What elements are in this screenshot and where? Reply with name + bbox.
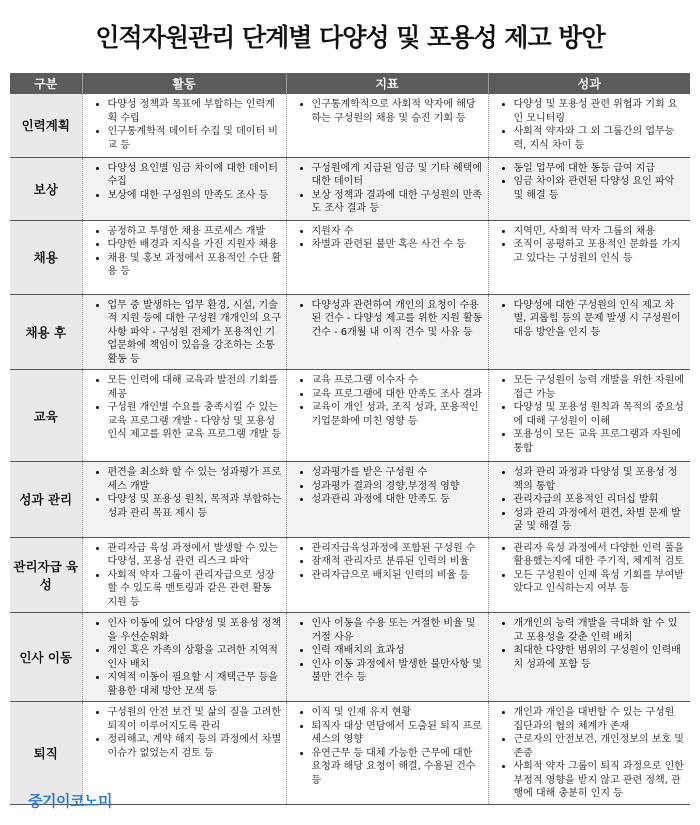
header-activities: 활동 [82,73,286,94]
list-item: • 교육 프로그램 이수자 수 [312,374,485,388]
outcomes-list [492,617,688,671]
list-item: • 퇴직자 대상 면담에서 도출된 퇴직 프로세스의 영향 [312,720,485,747]
table-row [10,294,690,370]
list-item: • 성과평가 결과의 경향,부정적 영향 [312,480,485,494]
list-item: • 인력 재배치의 효과성 [312,644,485,658]
table-row [10,537,690,613]
publisher-logo: 중기이코노미 [28,792,112,810]
list-item: • 구성원 개인별 수요를 충족시킬 수 있는 교육 프로그램 개발 - 다양성 및 포용성 인식 제고를 위한 교육 프로그램 개발 등 [108,401,283,442]
list-item: • 사회적 약자와 그 외 그룹간의 업무능력, 지식 차이 등 [514,125,688,152]
list-item: • 근로자의 안전보건, 개인정보의 보호 및 존중 [514,733,688,760]
table-header-row [10,73,690,94]
list-item: • 관리자급 육성 과정에서 발생할 수 있는 다양성, 포용성 관련 리스크 파악 [108,542,283,569]
cell-outcomes [488,613,690,702]
cell-outcomes [488,157,690,220]
list-item: • 조직이 공평하고 포용적인 문화를 가지고 있다는 구성원의 인식 등 [514,238,688,265]
list-item: • 성과 관리 과정에서 편견, 차별 문제 발굴 및 해결 등 [514,507,688,534]
list-item: • 보상에 대한 구성원의 만족도 조사 등 [108,189,283,203]
list-item: • 구성원의 안전 보건 및 삶의 질을 고려한 퇴직이 이루어지도록 관리 [108,706,283,733]
activities-list [86,374,283,442]
list-item: • 관리자급으로 배치된 인력의 비율 등 [312,569,485,583]
list-item: • 구성원에게 지급된 임금 및 기타 혜택에 대한 데이터 [312,162,485,189]
list-item: • 지역적 이동이 필요할 시 재택근무 등을 활용한 대체 방안 모색 등 [108,671,283,698]
table-row [10,462,690,538]
activities-list [86,98,283,152]
indicators-list [290,466,485,507]
list-item: • 모든 인력에 대해 교육과 발전의 기회를 제공 [108,374,283,401]
indicators-list [290,299,485,340]
table-row [10,220,690,294]
table-body [10,94,690,804]
outcomes-list [492,542,688,596]
activities-list [86,706,283,760]
cell-indicators [286,94,488,157]
indicators-list [290,98,485,125]
row-category: 보상 [10,157,82,220]
cell-indicators [286,537,488,613]
row-category: 성과 관리 [10,462,82,538]
outcomes-list [492,299,688,340]
row-category: 인사 이동 [10,613,82,702]
list-item: • 다양성 및 포용성 원칙과 목적의 중요성에 대해 구성원이 이해 [514,401,688,428]
list-item: • 성과평가를 받은 구성원 수 [312,466,485,480]
list-item: • 성과 관리 과정과 다양성 및 포용성 정책의 통합 [514,466,688,493]
list-item: • 인사 이동에 있어 다양성 및 포용성 정책을 우선순위화 [108,617,283,644]
list-item: • 개인과 개인을 대변할 수 있는 구성원 집단과의 협의 체계가 존재 [514,706,688,733]
list-item: • 관리자급육성과정에 포함된 구성원 수 [312,542,485,556]
table-row [10,613,690,702]
cell-outcomes [488,370,690,462]
list-item: • 다양한 배경과 지식을 가진 지원자 채용 [108,238,283,252]
indicators-list [290,162,485,216]
indicators-list [290,617,485,685]
row-category: 관리자급 육성 [10,537,82,613]
list-item: • 인구통계학적으로 사회적 약자에 해당하는 구성원의 채용 및 승진 기회 등 [312,98,485,125]
page-title: 인적자원관리 단계별 다양성 및 포용성 제고 방안 [95,23,605,52]
hr-table [10,73,690,805]
list-item: • 모든 구성원이 인재 육성 기회를 부여받았다고 인식하는지 여부 등 [514,569,688,596]
table-row [10,157,690,220]
list-item: • 다양성 및 포용성 관련 위협과 기회 요인 모니터링 [514,98,688,125]
cell-outcomes [488,537,690,613]
outcomes-list [492,466,688,534]
list-item: • 개개인의 능력 개발을 극대화 할 수 있고 포용성을 갖춘 인력 배치 [514,617,688,644]
list-item: • 사회적 약자 그룹이 퇴직 과정으로 인한 부정적 영향을 받지 않고 관련 정책, 관행에 대해 충분히 인지 등 [514,760,688,801]
list-item: • 교육 프로그램에 대한 만족도 조사 결과 [312,388,485,402]
row-category: 교육 [10,370,82,462]
indicators-list [290,706,485,787]
cell-outcomes [488,220,690,294]
cell-outcomes [488,462,690,538]
list-item: • 모든 구성원이 능력 개발을 위한 자원에 접근 가능 [514,374,688,401]
list-item: • 개인 혹은 가족의 상황을 고려한 지역적 인사 배치 [108,644,283,671]
list-item: • 임금 차이와 관련된 다양성 요인 파악 및 해결 등 [514,175,688,202]
list-item: • 편견을 최소화 할 수 있는 성과평가 프로세스 개발 [108,466,283,493]
row-category: 퇴직 [10,702,82,805]
cell-indicators [286,220,488,294]
cell-activities [82,294,286,370]
activities-list [86,542,283,610]
list-item: • 다양성 요인별 임금 차이에 대한 데이터 수집 [108,162,283,189]
list-item: • 인사 이동을 수용 또는 거절한 비율 및 거절 사유 [312,617,485,644]
list-item: • 유연근무 등 대체 가능한 근무에 대한 요청과 해당 요청이 해결, 수용된 건수 등 [312,747,485,788]
table-row [10,94,690,157]
list-item: • 정리해고, 계약 해지 등의 과정에서 차별 이슈가 없었는지 검토 등 [108,733,283,760]
list-item: • 이직 및 인재 유지 현황 [312,706,485,720]
list-item: • 다양성과 관련하여 개인의 요청이 수용된 건수 - 다양성 제고를 위한 지원 활동 건수 - 6개월 내 이직 건수 및 사유 등 [312,299,485,340]
list-item: • 성과관리 과정에 대한 만족도 등 [312,493,485,507]
activities-list [86,162,283,203]
cell-activities [82,462,286,538]
table-row [10,370,690,462]
cell-activities [82,157,286,220]
indicators-list [290,225,485,252]
outcomes-list [492,374,688,455]
list-item: • 인구통계학적 데이터 수집 및 데이터 비교 등 [108,125,283,152]
row-category: 인력계획 [10,94,82,157]
list-item: • 지원자 수 [312,225,485,239]
cell-indicators [286,613,488,702]
row-category: 채용 [10,220,82,294]
indicators-list [290,542,485,583]
outcomes-list [492,98,688,152]
list-item: • 잠재적 관리자로 분류된 인력의 비율 [312,555,485,569]
list-item: • 업무 중 발생하는 업무 환경, 시설, 기술적 지원 등에 대한 구성원 개개인의 요구사항 파악 - 구성원 전체가 포용적인 기업문화에 책임이 있음을 강조하는 소통 활동 등 [108,299,283,367]
list-item: • 다양성에 대한 구성원의 인식 제고 차별, 괴롭힘 등의 문제 발생 시 구성원이 대응 방안을 인지 등 [514,299,688,340]
cell-activities [82,613,286,702]
activities-list [86,466,283,520]
cell-indicators [286,370,488,462]
header-category: 구분 [10,73,82,94]
cell-outcomes [488,94,690,157]
list-item: • 다양성 정책과 목표에 부합하는 인력계획 수립 [108,98,283,125]
cell-outcomes [488,294,690,370]
cell-activities [82,702,286,805]
list-item: • 최대한 다양한 범위의 구성원이 인력배치 성과에 포함 등 [514,644,688,671]
list-item: • 채용 및 홍보 과정에서 포용적인 수단 활용 등 [108,252,283,279]
cell-activities [82,370,286,462]
cell-indicators [286,702,488,805]
cell-activities [82,220,286,294]
outcomes-list [492,706,688,801]
indicators-list [290,374,485,428]
outcomes-list [492,225,688,266]
header-indicators: 지표 [286,73,488,94]
table-row [10,702,690,805]
cell-indicators [286,157,488,220]
list-item: • 동일 업무에 대한 동등 급여 지급 [514,162,688,176]
cell-outcomes [488,702,690,805]
outcomes-list [492,162,688,203]
list-item: • 지역민, 사회적 약자 그룹의 채용 [514,225,688,239]
list-item: • 관리자 육성 과정에서 다양한 인력 풀을 활용했는지에 대한 주기적, 체계적 검토 [514,542,688,569]
cell-indicators [286,294,488,370]
list-item: • 보상 정책과 결과에 대한 구성원의 만족도 조사 결과 등 [312,189,485,216]
cell-indicators [286,462,488,538]
list-item: • 포용성이 모든 교육 프로그램과 자원에 통합 [514,428,688,455]
header-outcomes: 성과 [488,73,690,94]
list-item: • 인사 이동 과정에서 발생한 불만사항 및 불만 건수 등 [312,658,485,685]
cell-activities [82,537,286,613]
cell-activities [82,94,286,157]
list-item: • 사회적 약자 그룹이 관리자급으로 성장할 수 있도록 멘토링과 같은 관련 활동 지원 등 [108,569,283,610]
list-item: • 교육이 개인 성과, 조직 성과, 포용적인 기업문화에 미친 영향 등 [312,401,485,428]
row-category: 채용 후 [10,294,82,370]
list-item: • 차별과 관련된 불만 혹은 사건 수 등 [312,238,485,252]
list-item: • 공정하고 투명한 채용 프로세스 개발 [108,225,283,239]
activities-list [86,617,283,698]
list-item: • 다양성 및 포용성 원칙, 목적과 부합하는 성과 관리 목표 제시 등 [108,493,283,520]
activities-list [86,225,283,279]
list-item: • 관리자급의 포용적인 리더십 발휘 [514,493,688,507]
activities-list [86,299,283,367]
